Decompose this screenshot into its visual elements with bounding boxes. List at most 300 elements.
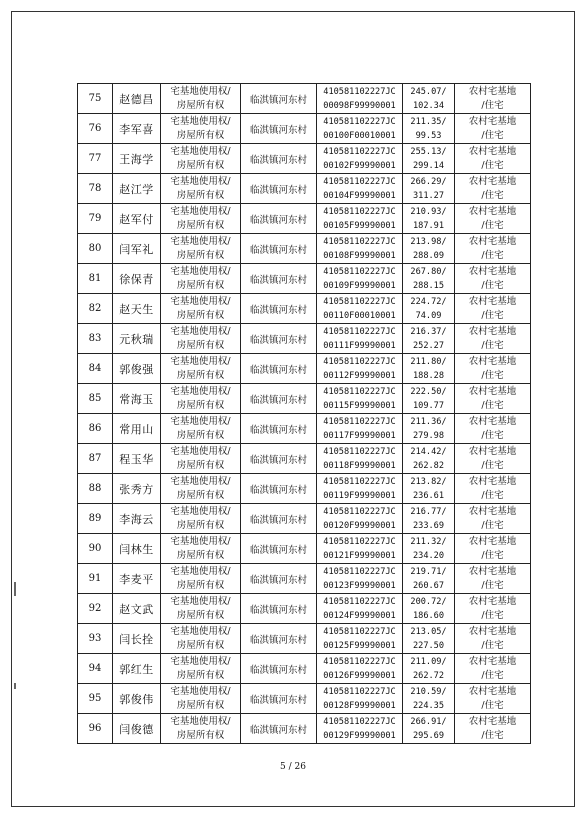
table-row [78, 684, 531, 714]
right-type-line-2: 房屋所有权 [176, 609, 225, 621]
parcel-code-line-2: 00124F99990001 [323, 610, 396, 621]
land-use-line-2: /住宅 [481, 309, 504, 321]
area-cell [403, 684, 455, 714]
area-cell [403, 624, 455, 654]
right-type-line-2: 房屋所有权 [176, 189, 225, 201]
land-use-line-1: 农村宅基地 [468, 715, 517, 727]
row-number-cell: 87 [78, 444, 113, 474]
parcel-code-line-2: 00126F99990001 [323, 670, 396, 681]
land-use-cell [455, 594, 531, 624]
owner-name-cell: 郭俊强 [113, 354, 161, 384]
area-line-2: 299.14 [412, 160, 445, 171]
parcel-code-cell [317, 384, 403, 414]
right-type-cell [161, 684, 241, 714]
right-type-line-1: 宅基地使用权/ [170, 235, 231, 247]
parcel-code-line-2: 00104F99990001 [323, 190, 396, 201]
parcel-code-line-2: 00110F00010001 [323, 310, 396, 321]
area-cell [403, 564, 455, 594]
area-cell [403, 474, 455, 504]
table-row [78, 324, 531, 354]
parcel-code-line-2: 00109F99990001 [323, 280, 396, 291]
row-number-cell: 93 [78, 624, 113, 654]
row-number-cell: 81 [78, 264, 113, 294]
parcel-code-cell [317, 444, 403, 474]
land-use-cell [455, 234, 531, 264]
right-type-line-2: 房屋所有权 [176, 399, 225, 411]
parcel-code-line-1: 410581102227JC [323, 176, 396, 187]
area-cell [403, 534, 455, 564]
area-line-1: 224.72/ [410, 296, 447, 307]
parcel-code-line-2: 00108F99990001 [323, 250, 396, 261]
area-cell [403, 84, 455, 114]
row-number-cell: 89 [78, 504, 113, 534]
area-line-2: 227.50 [412, 640, 445, 651]
location-cell: 临淇镇河东村 [241, 324, 317, 354]
owner-name-cell: 李麦平 [113, 564, 161, 594]
area-line-2: 252.27 [412, 340, 445, 351]
area-line-1: 214.42/ [410, 446, 447, 457]
right-type-cell [161, 534, 241, 564]
parcel-code-line-1: 410581102227JC [323, 416, 396, 427]
table-row [78, 474, 531, 504]
row-number-cell: 75 [78, 84, 113, 114]
right-type-line-1: 宅基地使用权/ [170, 205, 231, 217]
area-cell [403, 504, 455, 534]
right-type-line-2: 房屋所有权 [176, 309, 225, 321]
land-use-line-2: /住宅 [481, 189, 504, 201]
parcel-code-line-2: 00121F99990001 [323, 550, 396, 561]
area-line-1: 210.59/ [410, 686, 447, 697]
row-number-cell: 94 [78, 654, 113, 684]
location-cell: 临淇镇河东村 [241, 114, 317, 144]
area-cell [403, 204, 455, 234]
area-line-2: 186.60 [412, 610, 445, 621]
row-number-cell: 85 [78, 384, 113, 414]
area-line-2: 187.91 [412, 220, 445, 231]
table-row [78, 354, 531, 384]
location-cell: 临淇镇河东村 [241, 354, 317, 384]
parcel-code-cell [317, 324, 403, 354]
area-line-1: 216.77/ [410, 506, 447, 517]
parcel-code-line-2: 00118F99990001 [323, 460, 396, 471]
owner-name-cell: 常用山 [113, 414, 161, 444]
land-use-cell [455, 624, 531, 654]
land-use-line-1: 农村宅基地 [468, 445, 517, 457]
area-cell [403, 714, 455, 744]
area-cell [403, 384, 455, 414]
land-use-line-2: /住宅 [481, 549, 504, 561]
row-number-cell: 78 [78, 174, 113, 204]
parcel-code-line-1: 410581102227JC [323, 536, 396, 547]
parcel-code-line-1: 410581102227JC [323, 236, 396, 247]
parcel-code-cell [317, 144, 403, 174]
table-row [78, 294, 531, 324]
parcel-code-line-1: 410581102227JC [323, 116, 396, 127]
area-line-1: 210.93/ [410, 206, 447, 217]
right-type-line-2: 房屋所有权 [176, 249, 225, 261]
parcel-code-cell [317, 84, 403, 114]
right-type-line-2: 房屋所有权 [176, 339, 225, 351]
parcel-code-cell [317, 534, 403, 564]
parcel-code-line-1: 410581102227JC [323, 386, 396, 397]
location-cell: 临淇镇河东村 [241, 654, 317, 684]
land-use-line-2: /住宅 [481, 519, 504, 531]
land-use-line-2: /住宅 [481, 459, 504, 471]
parcel-code-line-1: 410581102227JC [323, 596, 396, 607]
parcel-code-cell [317, 114, 403, 144]
registration-table [77, 83, 531, 744]
right-type-cell [161, 354, 241, 384]
land-use-line-1: 农村宅基地 [468, 565, 517, 577]
right-type-line-2: 房屋所有权 [176, 99, 225, 111]
location-cell: 临淇镇河东村 [241, 84, 317, 114]
parcel-code-line-1: 410581102227JC [323, 206, 396, 217]
parcel-code-line-1: 410581102227JC [323, 686, 396, 697]
right-type-cell [161, 384, 241, 414]
row-number-cell: 83 [78, 324, 113, 354]
area-line-1: 211.35/ [410, 116, 447, 127]
owner-name-cell: 程玉华 [113, 444, 161, 474]
parcel-code-cell [317, 654, 403, 684]
land-use-line-1: 农村宅基地 [468, 535, 517, 547]
right-type-line-1: 宅基地使用权/ [170, 475, 231, 487]
location-cell: 临淇镇河东村 [241, 384, 317, 414]
parcel-code-cell [317, 624, 403, 654]
area-cell [403, 414, 455, 444]
area-line-2: 260.67 [412, 580, 445, 591]
table-row [78, 564, 531, 594]
table-row [78, 504, 531, 534]
area-line-1: 216.37/ [410, 326, 447, 337]
area-line-2: 233.69 [412, 520, 445, 531]
right-type-cell [161, 594, 241, 624]
table-row [78, 444, 531, 474]
row-number-cell: 86 [78, 414, 113, 444]
right-type-line-1: 宅基地使用权/ [170, 145, 231, 157]
land-use-line-2: /住宅 [481, 279, 504, 291]
right-type-line-1: 宅基地使用权/ [170, 115, 231, 127]
right-type-line-1: 宅基地使用权/ [170, 175, 231, 187]
area-line-1: 211.80/ [410, 356, 447, 367]
land-use-line-1: 农村宅基地 [468, 505, 517, 517]
right-type-cell [161, 474, 241, 504]
location-cell: 临淇镇河东村 [241, 564, 317, 594]
right-type-line-1: 宅基地使用权/ [170, 265, 231, 277]
right-type-line-1: 宅基地使用权/ [170, 445, 231, 457]
area-line-1: 213.82/ [410, 476, 447, 487]
land-use-line-2: /住宅 [481, 579, 504, 591]
area-line-2: 279.98 [412, 430, 445, 441]
parcel-code-cell [317, 174, 403, 204]
right-type-line-2: 房屋所有权 [176, 489, 225, 501]
area-line-1: 213.05/ [410, 626, 447, 637]
land-use-line-2: /住宅 [481, 369, 504, 381]
parcel-code-line-1: 410581102227JC [323, 86, 396, 97]
area-cell [403, 654, 455, 684]
right-type-line-1: 宅基地使用权/ [170, 565, 231, 577]
table-body [78, 84, 531, 744]
land-use-cell [455, 564, 531, 594]
right-type-cell [161, 234, 241, 264]
table-row [78, 534, 531, 564]
parcel-code-cell [317, 264, 403, 294]
land-use-cell [455, 354, 531, 384]
land-use-line-1: 农村宅基地 [468, 655, 517, 667]
land-use-cell [455, 714, 531, 744]
land-use-cell [455, 144, 531, 174]
table-row [78, 264, 531, 294]
row-number-cell: 80 [78, 234, 113, 264]
land-use-cell [455, 414, 531, 444]
land-use-line-1: 农村宅基地 [468, 625, 517, 637]
right-type-line-2: 房屋所有权 [176, 639, 225, 651]
table-row [78, 714, 531, 744]
right-type-line-1: 宅基地使用权/ [170, 325, 231, 337]
parcel-code-cell [317, 204, 403, 234]
land-use-line-1: 农村宅基地 [468, 595, 517, 607]
right-type-line-1: 宅基地使用权/ [170, 295, 231, 307]
row-number-cell: 90 [78, 534, 113, 564]
land-use-line-2: /住宅 [481, 489, 504, 501]
owner-name-cell: 王海学 [113, 144, 161, 174]
area-line-2: 224.35 [412, 700, 445, 711]
land-use-cell [455, 474, 531, 504]
area-line-2: 262.72 [412, 670, 445, 681]
parcel-code-line-1: 410581102227JC [323, 296, 396, 307]
area-line-1: 219.71/ [410, 566, 447, 577]
area-line-1: 266.29/ [410, 176, 447, 187]
land-use-line-1: 农村宅基地 [468, 145, 517, 157]
location-cell: 临淇镇河东村 [241, 444, 317, 474]
location-cell: 临淇镇河东村 [241, 534, 317, 564]
table-row [78, 414, 531, 444]
right-type-line-2: 房屋所有权 [176, 549, 225, 561]
scan-margin-mark [14, 582, 16, 596]
right-type-cell [161, 174, 241, 204]
owner-name-cell: 赵军付 [113, 204, 161, 234]
location-cell: 临淇镇河东村 [241, 204, 317, 234]
owner-name-cell: 郭红生 [113, 654, 161, 684]
right-type-line-1: 宅基地使用权/ [170, 625, 231, 637]
row-number-cell: 76 [78, 114, 113, 144]
right-type-line-2: 房屋所有权 [176, 519, 225, 531]
owner-name-cell: 闫军礼 [113, 234, 161, 264]
area-cell [403, 594, 455, 624]
right-type-line-1: 宅基地使用权/ [170, 355, 231, 367]
area-cell [403, 324, 455, 354]
area-line-2: 74.09 [415, 310, 442, 321]
land-use-line-2: /住宅 [481, 729, 504, 741]
parcel-code-line-2: 00098F99990001 [323, 100, 396, 111]
area-cell [403, 144, 455, 174]
area-line-1: 200.72/ [410, 596, 447, 607]
right-type-cell [161, 414, 241, 444]
land-use-cell [455, 384, 531, 414]
location-cell: 临淇镇河东村 [241, 504, 317, 534]
owner-name-cell: 郭俊伟 [113, 684, 161, 714]
right-type-line-1: 宅基地使用权/ [170, 535, 231, 547]
table-row [78, 624, 531, 654]
right-type-line-1: 宅基地使用权/ [170, 595, 231, 607]
right-type-line-1: 宅基地使用权/ [170, 415, 231, 427]
parcel-code-line-1: 410581102227JC [323, 146, 396, 157]
table-row [78, 384, 531, 414]
parcel-code-line-1: 410581102227JC [323, 266, 396, 277]
location-cell: 临淇镇河东村 [241, 294, 317, 324]
right-type-line-2: 房屋所有权 [176, 729, 225, 741]
parcel-code-line-2: 00128F99990001 [323, 700, 396, 711]
land-use-line-1: 农村宅基地 [468, 175, 517, 187]
parcel-code-line-1: 410581102227JC [323, 446, 396, 457]
table-row [78, 114, 531, 144]
land-use-line-1: 农村宅基地 [468, 115, 517, 127]
right-type-line-2: 房屋所有权 [176, 579, 225, 591]
table-row [78, 144, 531, 174]
area-line-1: 266.91/ [410, 716, 447, 727]
parcel-code-line-2: 00129F99990001 [323, 730, 396, 741]
owner-name-cell: 张秀方 [113, 474, 161, 504]
right-type-line-2: 房屋所有权 [176, 669, 225, 681]
row-number-cell: 92 [78, 594, 113, 624]
land-use-line-2: /住宅 [481, 639, 504, 651]
right-type-line-2: 房屋所有权 [176, 429, 225, 441]
right-type-line-2: 房屋所有权 [176, 459, 225, 471]
right-type-cell [161, 444, 241, 474]
right-type-cell [161, 504, 241, 534]
row-number-cell: 84 [78, 354, 113, 384]
right-type-line-1: 宅基地使用权/ [170, 685, 231, 697]
parcel-code-line-2: 00117F99990001 [323, 430, 396, 441]
row-number-cell: 79 [78, 204, 113, 234]
land-use-line-1: 农村宅基地 [468, 355, 517, 367]
right-type-cell [161, 204, 241, 234]
owner-name-cell: 常海玉 [113, 384, 161, 414]
owner-name-cell: 徐保青 [113, 264, 161, 294]
parcel-code-line-2: 00123F99990001 [323, 580, 396, 591]
parcel-code-line-2: 00100F00010001 [323, 130, 396, 141]
right-type-line-2: 房屋所有权 [176, 699, 225, 711]
location-cell: 临淇镇河东村 [241, 684, 317, 714]
area-line-2: 288.09 [412, 250, 445, 261]
owner-name-cell: 闫俊德 [113, 714, 161, 744]
area-line-2: 262.82 [412, 460, 445, 471]
right-type-line-1: 宅基地使用权/ [170, 715, 231, 727]
parcel-code-line-1: 410581102227JC [323, 356, 396, 367]
right-type-cell [161, 264, 241, 294]
area-cell [403, 264, 455, 294]
right-type-cell [161, 114, 241, 144]
owner-name-cell: 闫长拴 [113, 624, 161, 654]
area-line-1: 222.50/ [410, 386, 447, 397]
right-type-line-2: 房屋所有权 [176, 279, 225, 291]
location-cell: 临淇镇河东村 [241, 714, 317, 744]
parcel-code-cell [317, 354, 403, 384]
land-use-line-1: 农村宅基地 [468, 475, 517, 487]
row-number-cell: 95 [78, 684, 113, 714]
parcel-code-cell [317, 504, 403, 534]
parcel-code-cell [317, 474, 403, 504]
area-line-1: 213.98/ [410, 236, 447, 247]
land-use-cell [455, 654, 531, 684]
right-type-cell [161, 144, 241, 174]
area-line-1: 211.36/ [410, 416, 447, 427]
right-type-line-2: 房屋所有权 [176, 369, 225, 381]
area-line-1: 245.07/ [410, 86, 447, 97]
owner-name-cell: 赵天生 [113, 294, 161, 324]
parcel-code-line-2: 00102F99990001 [323, 160, 396, 171]
area-line-2: 109.77 [412, 400, 445, 411]
owner-name-cell: 赵德昌 [113, 84, 161, 114]
land-use-line-2: /住宅 [481, 219, 504, 231]
parcel-code-cell [317, 414, 403, 444]
right-type-line-2: 房屋所有权 [176, 159, 225, 171]
parcel-code-cell [317, 714, 403, 744]
area-line-1: 211.09/ [410, 656, 447, 667]
owner-name-cell: 元秋瑞 [113, 324, 161, 354]
area-cell [403, 174, 455, 204]
land-use-cell [455, 324, 531, 354]
land-use-line-2: /住宅 [481, 129, 504, 141]
right-type-cell [161, 624, 241, 654]
parcel-code-line-1: 410581102227JC [323, 566, 396, 577]
area-line-2: 311.27 [412, 190, 445, 201]
parcel-code-line-2: 00112F99990001 [323, 370, 396, 381]
land-use-cell [455, 204, 531, 234]
area-cell [403, 444, 455, 474]
land-use-line-2: /住宅 [481, 699, 504, 711]
right-type-line-2: 房屋所有权 [176, 219, 225, 231]
land-use-line-2: /住宅 [481, 159, 504, 171]
area-line-2: 236.61 [412, 490, 445, 501]
land-use-line-2: /住宅 [481, 399, 504, 411]
owner-name-cell: 李军喜 [113, 114, 161, 144]
right-type-cell [161, 84, 241, 114]
land-use-line-2: /住宅 [481, 669, 504, 681]
land-use-line-1: 农村宅基地 [468, 295, 517, 307]
land-use-cell [455, 84, 531, 114]
owner-name-cell: 李海云 [113, 504, 161, 534]
parcel-code-line-1: 410581102227JC [323, 476, 396, 487]
parcel-code-line-2: 00119F99990001 [323, 490, 396, 501]
area-line-2: 234.20 [412, 550, 445, 561]
right-type-line-2: 房屋所有权 [176, 129, 225, 141]
table-row [78, 174, 531, 204]
right-type-line-1: 宅基地使用权/ [170, 505, 231, 517]
owner-name-cell: 赵江学 [113, 174, 161, 204]
parcel-code-line-1: 410581102227JC [323, 506, 396, 517]
parcel-code-line-2: 00125F99990001 [323, 640, 396, 651]
area-cell [403, 354, 455, 384]
parcel-code-line-1: 410581102227JC [323, 326, 396, 337]
land-use-line-2: /住宅 [481, 429, 504, 441]
table-row [78, 594, 531, 624]
parcel-code-line-1: 410581102227JC [323, 626, 396, 637]
land-use-line-1: 农村宅基地 [468, 415, 517, 427]
land-use-line-2: /住宅 [481, 339, 504, 351]
parcel-code-cell [317, 564, 403, 594]
row-number-cell: 77 [78, 144, 113, 174]
parcel-code-cell [317, 684, 403, 714]
land-use-cell [455, 114, 531, 144]
row-number-cell: 91 [78, 564, 113, 594]
parcel-code-cell [317, 594, 403, 624]
parcel-code-line-2: 00115F99990001 [323, 400, 396, 411]
parcel-code-line-1: 410581102227JC [323, 656, 396, 667]
right-type-line-1: 宅基地使用权/ [170, 385, 231, 397]
area-line-2: 102.34 [412, 100, 445, 111]
table-row [78, 654, 531, 684]
land-use-cell [455, 174, 531, 204]
